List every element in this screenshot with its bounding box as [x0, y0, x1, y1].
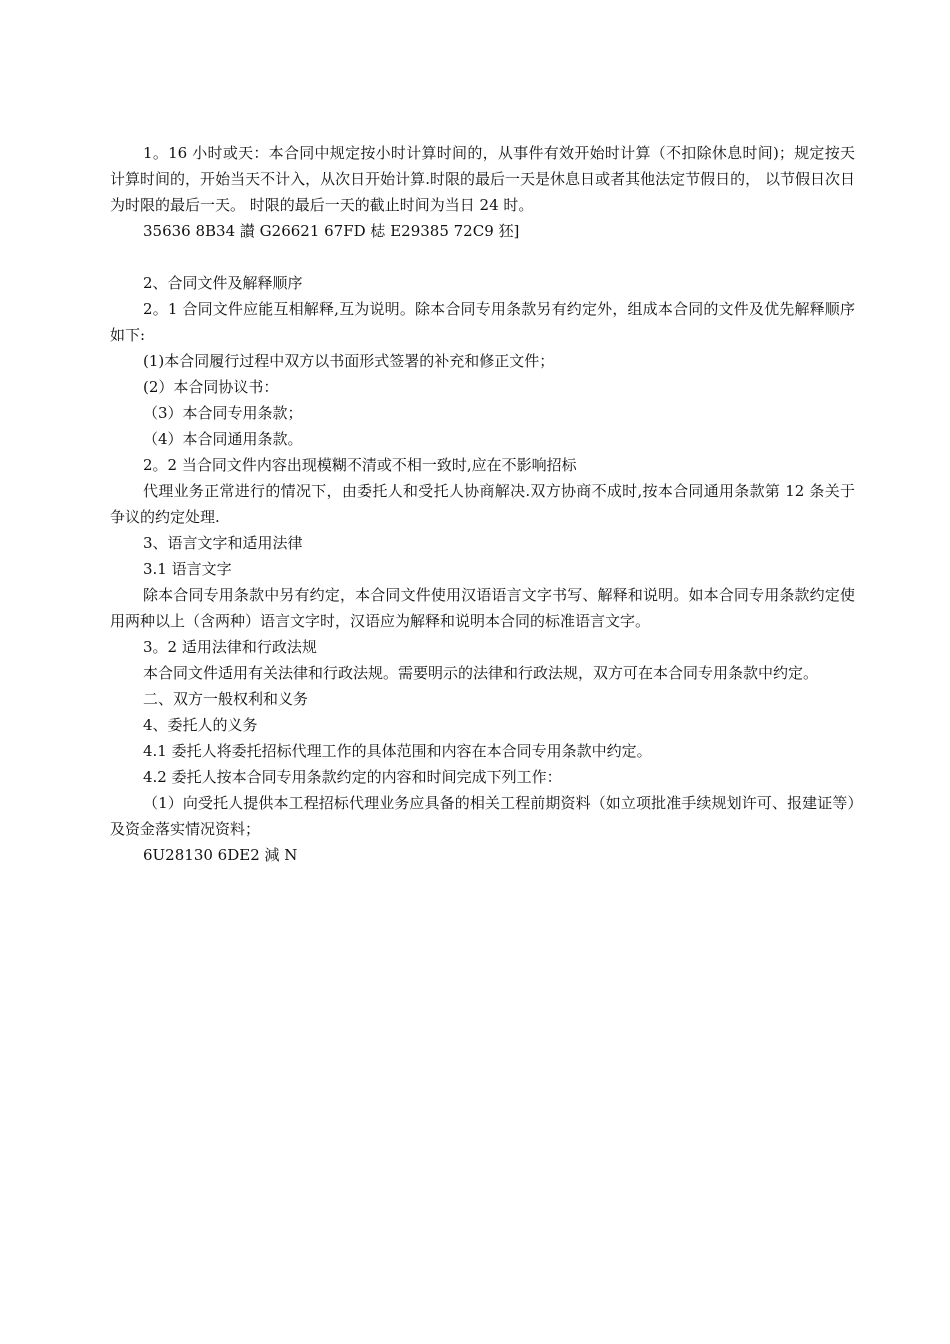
paragraph-time-calculation: 1。16 小时或天：本合同中规定按小时计算时间的，从事件有效开始时计算（不扣除休息时间)；规定按天计算时间的，开始当天不计入，从次日开始计算.时限的最后一天是休息日或者其他法定节假日的， 以节假日次日为时限的最后一天。 时限的最后一天的截止时间为当日 24 时。	[110, 144, 855, 214]
paragraph-code-line-2: 6U28130 6DE2 減 N	[143, 846, 298, 864]
document-page	[110, 140, 855, 868]
paragraph-3-1: 除本合同专用条款中另有约定，本合同文件使用汉语语言文字书写、解释和说明。如本合同专用条款约定使用两种以上（含两种）语言文字时，汉语应为解释和说明本合同的标准语言文字。	[110, 586, 855, 630]
list-item-3: （3）本合同专用条款；	[143, 404, 303, 422]
heading-rights-obligations: 二、双方一般权利和义务	[143, 690, 309, 708]
paragraph-2-2: 2。2 当合同文件内容出现模糊不清或不相一致时,应在不影响招标	[143, 456, 577, 474]
paragraph-2-1: 2。1 合同文件应能互相解释,互为说明。除本合同专用条款另有约定外，组成本合同的文件及优先解释顺序如下:	[110, 300, 855, 344]
list-item-4: （4）本合同通用条款。	[143, 430, 303, 448]
heading-3-1: 3.1 语言文字	[143, 560, 232, 578]
blank-line	[110, 244, 855, 270]
heading-language-and-law: 3、语言文字和适用法律	[143, 534, 303, 552]
paragraph-2-2-continued: 代理业务正常进行的情况下，由委托人和受托人协商解决.双方协商不成时,按本合同通用条款第 12 条关于争议的约定处理.	[110, 482, 855, 526]
paragraph-code-line-1: 35636 8B34 讃 G26621 67FD 梽 E29385 72C9 狉]	[143, 222, 520, 240]
list-item-1: (1)本合同履行过程中双方以书面形式签署的补充和修正文件；	[143, 352, 555, 370]
heading-3-2: 3。2 适用法律和行政法规	[143, 638, 317, 656]
heading-contract-documents: 2、合同文件及解释顺序	[143, 274, 303, 292]
paragraph-3-2: 本合同文件适用有关法律和行政法规。需要明示的法律和行政法规，双方可在本合同专用条款中约定。	[143, 664, 819, 682]
paragraph-4-2-item-1: （1）向受托人提供本工程招标代理业务应具备的相关工程前期资料（如立项批准手续规划许可、报建证等）及资金落实情况资料；	[110, 794, 855, 838]
list-item-2: (2）本合同协议书：	[143, 378, 279, 396]
heading-client-obligations: 4、委托人的义务	[143, 716, 258, 734]
paragraph-4-1: 4.1 委托人将委托招标代理工作的具体范围和内容在本合同专用条款中约定。	[143, 742, 652, 760]
paragraph-4-2: 4.2 委托人按本合同专用条款约定的内容和时间完成下列工作：	[143, 768, 562, 786]
